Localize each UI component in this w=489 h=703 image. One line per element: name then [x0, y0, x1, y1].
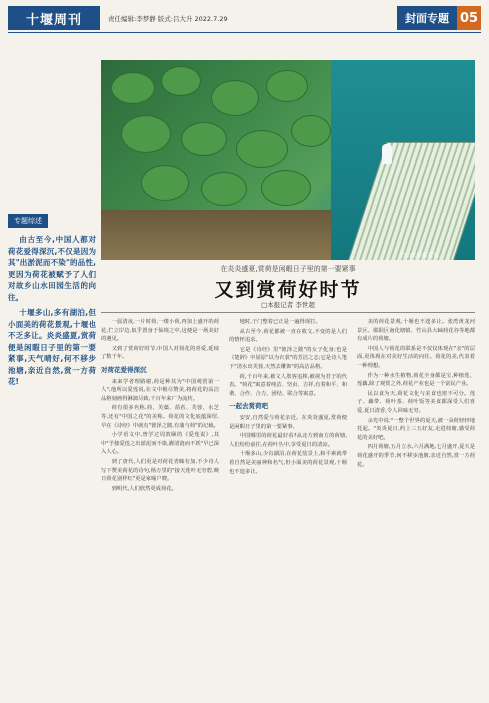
paragraph: 四月荷塘,五月立水,六月满地,七月盛开,夏天是荷花盛开的季节,何不移步池塘,亲近自然,赏一方荷花。 — [357, 444, 475, 468]
paragraph: 十堰多山,少有湖泊,在荷花装景上,和平素就带着自然是美丽神和名气,但小面美的荷花景观,十堰也不遑多让。 — [229, 451, 347, 475]
subheading: 对荷花爱得深沉 — [101, 365, 147, 374]
column-2 — [229, 318, 347, 696]
article-body — [101, 318, 475, 696]
photo-caption: 竹山大屾荷花谷。 — [400, 253, 445, 259]
paragraph: 来来学者理路谢,荷是种其为"中国观赏第一人",他所以爱莲说,在文中极尽赞美,将荷花的高洁品格刻画得淋漓尽致,千百年来广为流传。 — [101, 378, 219, 402]
lotus-leaf — [161, 66, 201, 96]
sidebar-text — [8, 234, 96, 388]
stone-bank — [101, 210, 331, 260]
lotus-leaf — [121, 115, 171, 153]
lotus-leaf — [236, 130, 288, 168]
paragraph: 又到了赏荷好时节,中国人对荷花的喜爱,延续了数千年。 — [101, 345, 219, 361]
paragraph: 小学语文中,曾学过周敦颐的《爱莲说》,其中"予独爱莲之出淤泥而不染,濯清涟而不妖"早已深入人心。 — [101, 432, 219, 456]
column-1 — [101, 318, 219, 696]
paragraph: 荷有很多名称,荷、芙蕖、菡萏、芙蓉、水芝等,还有"中国之花"的美称。荷花的文化底蕴深厚,早在《诗经》中就有"彼泽之陂,有蒲与荷"的记载。 — [101, 405, 219, 429]
paragraph: 余光中说:"一整个世界的夏天,被一朵荷轻轻地托起。"炎炎夏日,约上三五好友,走进荷塘,感受荷花的美好吧。 — [357, 417, 475, 441]
lotus-leaf — [261, 170, 311, 206]
column-3 — [357, 318, 475, 696]
paragraph: 地时,于门整着已正是一遍得现打。 — [239, 319, 321, 325]
lotus-leaf — [201, 172, 247, 206]
lotus-leaf — [111, 72, 155, 104]
sidebar-summary — [8, 208, 96, 392]
paragraph: 从古至今,荷花都被一直在收文,不变的是人们的情怀追求。 — [229, 328, 347, 344]
paragraph: 到了唐代,人们更是对荷花青睐有加,不少诗人写下赞美荷花的诗句,杨万里的"接天莲叶无穷碧,映日荷花别样红"更是家喻户晓。 — [101, 458, 219, 483]
paragraph: 中国哪里的荷花最好看?从北方到南方的荷塘,人们纷纷前往,在荷叶丛中,享受夏日的清凉。 — [229, 433, 347, 448]
editor-meta: 责任编辑:李梦静 版式:吕大升 2022.7.29 — [108, 14, 228, 23]
paragraph: 一晨清夜,一片时荷,一缕小荷,再加上盛开的荷花,伫立岸边,似乎置身于仙境之中,这便是一场美好的遇见。 — [101, 319, 219, 343]
lotus-leaf — [291, 115, 331, 147]
paragraph: 安安,自然爱与荷花亲近。在炎炎盛夏,赏荷便是闲暇日子里的第一要紧事。 — [229, 414, 347, 430]
section-name: 封面专题 — [397, 6, 457, 30]
paragraph: 作为一种水生植物,荷花全身都是宝,种植莲、莲藕,除了观赏之外,荷花产业也是一个富民产业。 — [357, 372, 475, 388]
paragraph: 中国人与荷花的联系是不仅仅体现在"亲"的层面,更体现在对美好生活的向往。荷花的美,代表着一种理想。 — [357, 345, 475, 369]
paragraph: 荷,千百年来,被文人墨客追捧,被视为君子的代表。"荷花"寓意着纯洁、坚贞、吉祥,有着和平、和谐、合作、合力、团结、联合等寓意。 — [229, 373, 347, 397]
sidebar-paragraph: 由古至今,中国人都对荷花爱得深沉,不仅是因为其"出淤泥而不染"的品性,更因为荷花被赋予了人们对故乡山水田园生活的向往。 — [8, 235, 96, 302]
page-number: 05 — [457, 6, 481, 30]
article-byline: □本报记者 李世超 — [261, 301, 315, 309]
lotus-leaf — [211, 80, 259, 116]
lotus-leaf — [141, 165, 189, 201]
lotus-leaf — [266, 70, 308, 102]
header-rule — [8, 32, 481, 33]
sidebar-paragraph: 十堰多山,多有湖泊,但小面美的荷花景观,十堰也不乏多让。炎炎盛夏,赏荷便是闲暇日子里的第一要紧事,天气晴好,何不移步池塘,亲近自然,赏一方荷花! — [8, 308, 96, 386]
masthead: 十堰周刊 — [8, 6, 100, 30]
article-kicker: 在炎炎盛夏,赏荷是闲暇日子里的第一要紧事 — [220, 265, 356, 273]
person-figure — [382, 144, 392, 164]
article-title: 又到赏荷好时节 — [214, 279, 362, 301]
page-header — [8, 6, 481, 30]
lotus-leaf — [181, 122, 227, 156]
paragraph: 到明代,人们欣然更成荷花。 — [111, 485, 177, 492]
sidebar-tag: 专题综述 — [8, 214, 48, 228]
paragraph: 它是《诗经》里"彼泽之陂"的女子化身;也是《楚辞》中屈原"以为衣裳"的芳洁之志;它是诗人笔下"清水出芙蓉,天然去雕饰"的高洁品格。 — [229, 346, 347, 370]
paragraph: 美的荷花景观,十堰也不遑多让。张湾黄龙河景区、郧阳区南化塘镇、竹山县大屾荷花谷等地都有成片的荷塘。 — [357, 319, 475, 343]
paragraph: 民以食为天,荷花文化与美食也密不可分。莲子、藕带、荷叶茶、荷叶饭等美食都深受人们喜爱,夏日清香,令人回味无穷。 — [357, 390, 475, 414]
lotus-photo — [101, 60, 475, 260]
subheading: 一起去赏荷吧 — [229, 402, 268, 411]
title-divider — [101, 312, 475, 313]
